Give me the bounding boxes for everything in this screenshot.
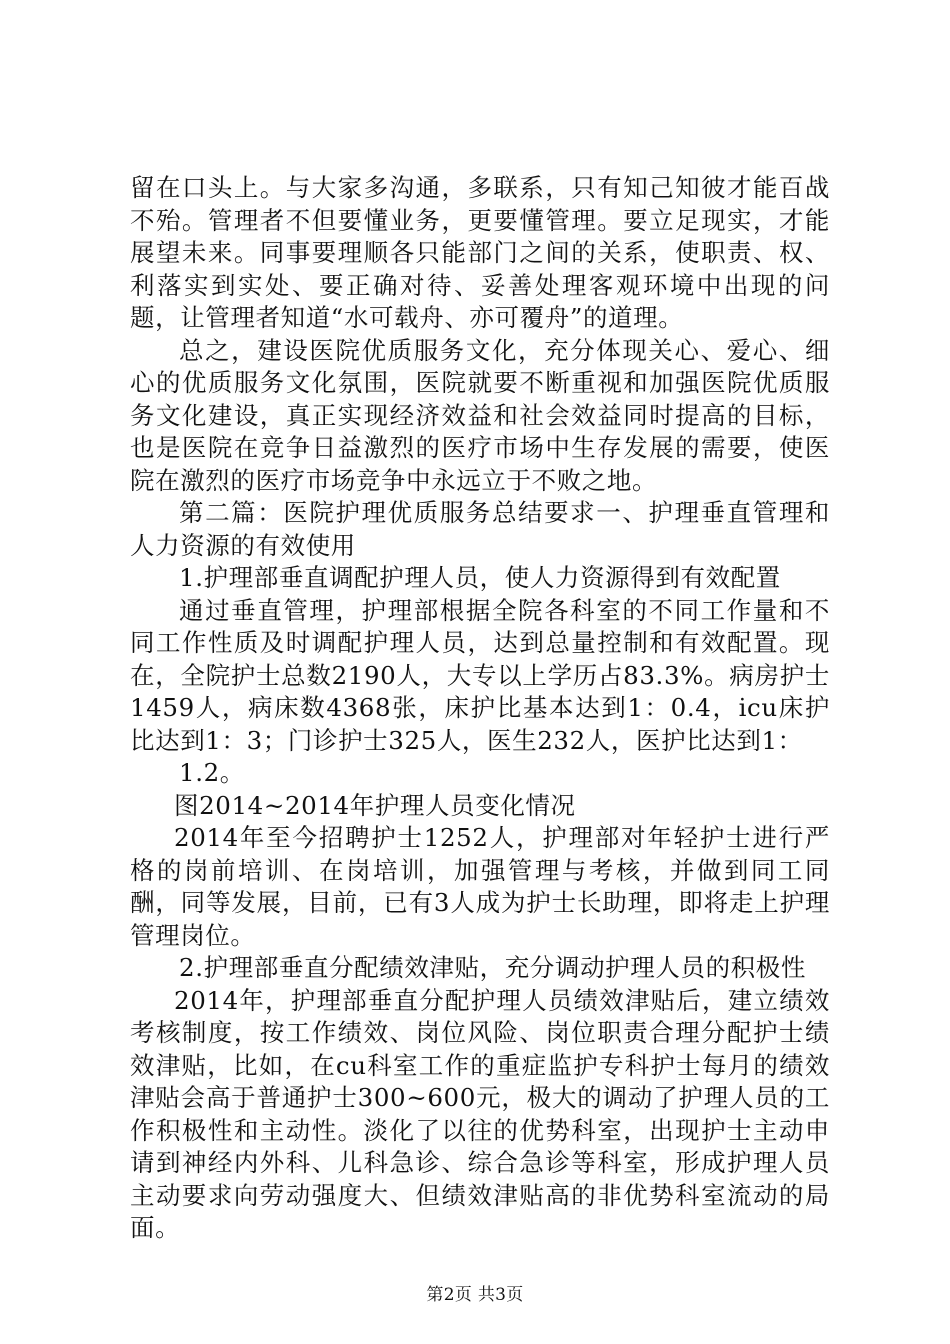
paragraph-conclusion: 总之，建设医院优质服务文化，充分体现关心、爱心、细心的优质服务文化氛围，医院就要不断重视和加强医院优质服务文化建设，真正实现经济效益和社会效益同时提高的目标，也是医院在竞争日益激烈的医疗市场中生存发展的需要，使医院在激烈的医疗市场竞争中永远立于不败之地。 [130, 335, 830, 495]
paragraph-ratio-continuation: 1.2。 [179, 758, 245, 787]
page-number-indicator: 第2页 共3页 [426, 1285, 524, 1305]
subheading-staff-allocation: 1.护理部垂直调配护理人员，使人力资源得到有效配置 [179, 563, 781, 592]
page-footer [0, 1280, 950, 1305]
document-body [130, 172, 830, 1245]
paragraph-continuation: 留在口头上。与大家多沟通，多联系，只有知己知彼才能百战不殆。管理者不但要懂业务，更要懂管理。要立足现实，才能展望未来。同事要理顺各只能部门之间的关系，使职责、权、利落实到实处、要正确对待、妥善处理客观环境中出现的问题，让管理者知道“水可载舟、亦可覆舟”的道理。 [130, 173, 830, 332]
section-heading-part-two: 第二篇：医院护理优质服务总结要求一、护理垂直管理和人力资源的有效使用 [130, 498, 830, 560]
paragraph-performance-allowance: 2014年，护理部垂直分配护理人员绩效津贴后，建立绩效考核制度，按工作绩效、岗位风险、岗位职责合理分配护士绩效津贴，比如，在cu科室工作的重症监护专科护士每月的绩效津贴会高于普通护士300~600元，极大的调动了护理人员的工作积极性和主动性。淡化了以往的优势科室，出现护士主动申请到神经内外科、儿科急诊、综合急诊等科室，形成护理人员主动要求向劳动强度大、但绩效津贴高的非优势科室流动的局面。 [130, 985, 830, 1242]
paragraph-recruitment: 2014年至今招聘护士1252人，护理部对年轻护士进行严格的岗前培训、在岗培训，加强管理与考核，并做到同工同酬，同等发展，目前，已有3人成为护士长助理，即将走上护理管理岗位。 [130, 823, 830, 950]
subheading-performance-allowance: 2.护理部垂直分配绩效津贴，充分调动护理人员的积极性 [179, 953, 806, 982]
figure-caption: 图2014~2014年护理人员变化情况 [174, 790, 576, 820]
paragraph-staffing-figures: 通过垂直管理，护理部根据全院各科室的不同工作量和不同工作性质及时调配护理人员，达到总量控制和有效配置。现在，全院护士总数2190人，大专以上学历占83.3%。病房护士1459人，病床数4368张，床护比基本达到1：0.4，icu床护比达到1：3；门诊护士325人，医生232人，医护比达到1： [130, 595, 830, 755]
